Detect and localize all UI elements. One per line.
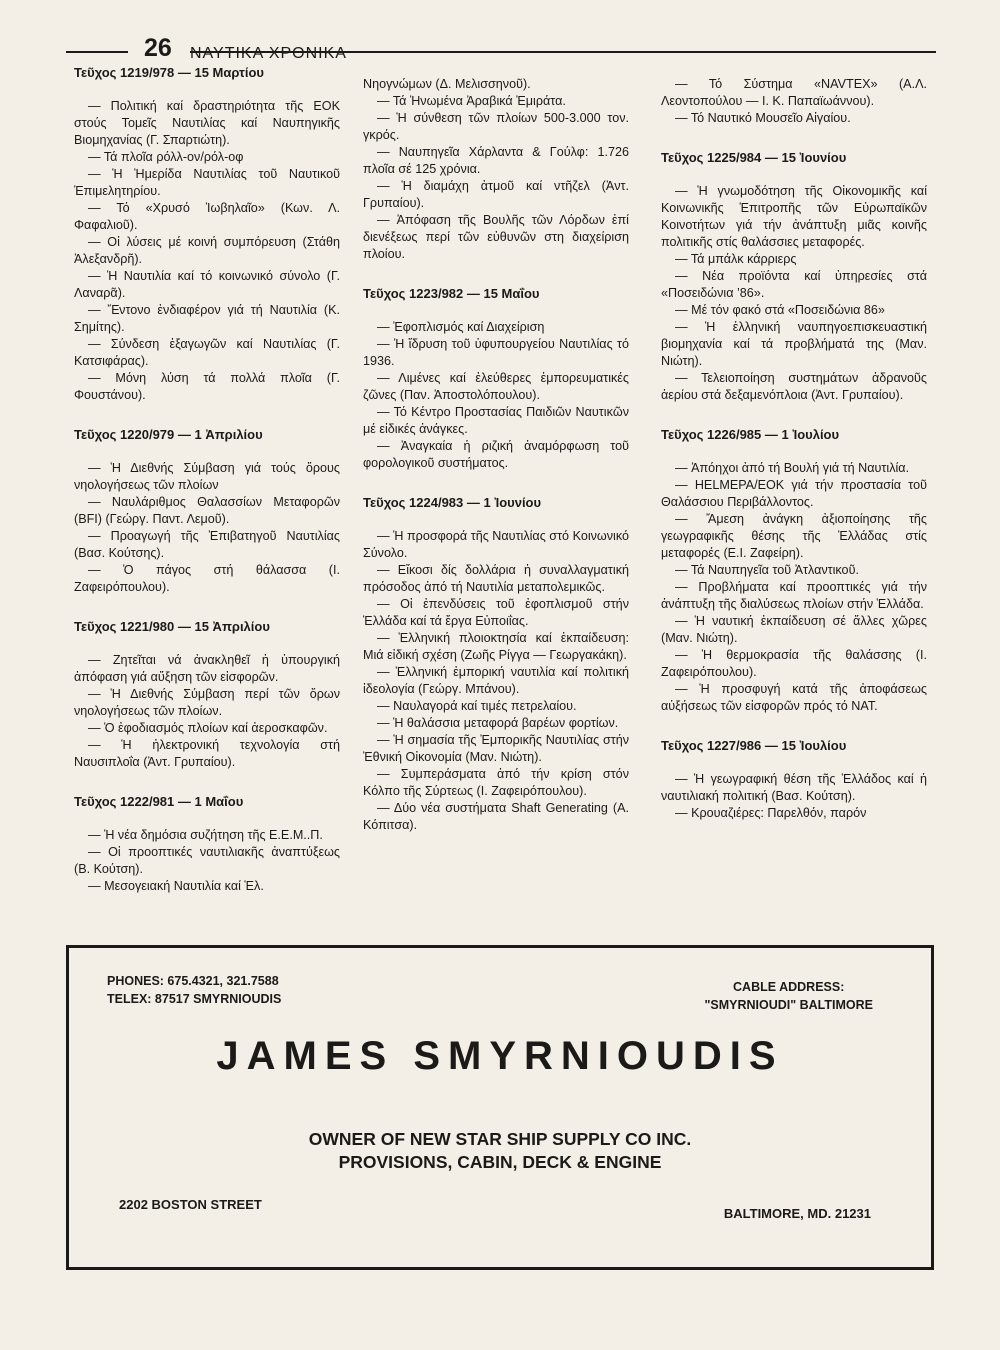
article-item: — Ἡ διαμάχη ἀτμοῦ καί ντῆζελ (Ἀντ. Γρυπαίου).: [363, 179, 629, 210]
article-item: — Ἡ θαλάσσια μεταφορά βαρέων φορτίων.: [377, 716, 619, 730]
ad-city: BALTIMORE, MD. 21231: [723, 1206, 871, 1221]
issue-section: [74, 618, 340, 771]
article-item: — Ἡ γνωμοδότηση τῆς Οἰκονομικῆς καί Κοινωνικῆς Ἐπιτροπῆς τῶν Εὐρωπαϊκῶν Κοινοτήτων γιά τήν ἀνάπτυξη μιᾶς κοινῆς πολιτικῆς στίς θαλάσσιες μεταφορές.: [661, 184, 927, 249]
article-item: — Λιμένες καί ἐλεύθερες ἐμπορευματικές ζῶνες (Παν. Ἀποστολόπουλου).: [363, 371, 629, 402]
article-item: — Ἡ ἑλληνική ναυπηγοεπισκευαστική βιομηχανία καί τά προβλήματά της (Μαν. Νιώτη).: [661, 320, 927, 368]
article-item: — Οἱ προοπτικές ναυτιλιακῆς ἀναπτύξεως (Β. Κούτση).: [74, 845, 340, 876]
article-item: — Ναυλάριθμος Θαλασσίων Μεταφορῶν (BFI) (Γεώργ. Παντ. Λεμοῦ).: [74, 495, 340, 526]
page-header: [66, 34, 936, 64]
article-item: — Μέ τόν φακό στά «Ποσειδώνια 86»: [675, 303, 885, 317]
article-item: — Πολιτική καί δραστηριότητα τῆς ΕΟΚ στούς Τομεῖς Ναυτιλίας καί Ναυπηγικῆς Βιομηχανίας (Γ. Σπαρτιώτη).: [74, 99, 340, 147]
article-item: — Δύο νέα συστήματα Shaft Generating (Α. Κόπιτσα).: [363, 801, 629, 832]
issue-title: Τεῦχος 1222/981 — 1 Μαΐου: [74, 794, 244, 809]
article-item: — Ἡ γεωγραφική θέση τῆς Ἑλλάδος καί ἡ ναυτιλιακή πολιτική (Βασ. Κούτση).: [661, 772, 927, 803]
article-item: — Τά Ναυπηγεῖα τοῦ Ἀτλαντικοῦ.: [675, 563, 859, 577]
issue-section: [363, 285, 629, 472]
issue-section: [74, 64, 340, 404]
article-item: — Ἔντονο ἐνδιαφέρον γιά τή Ναυτιλία (Κ. Σημίτης).: [74, 303, 340, 334]
article-item: — Τό «Χρυσό Ἰωβηλαῖο» (Κων. Λ. Φαφαλιοῦ).: [74, 201, 340, 232]
issue-section: [74, 426, 340, 596]
issue-title: Τεῦχος 1223/982 — 15 Μαΐου: [363, 286, 540, 301]
header-dash: [66, 51, 128, 53]
article-item: — Τά πλοῖα ρόλλ-ον/ρόλ-οφ: [88, 150, 244, 164]
article-item: — Ἀπόηχοι ἀπό τή Βουλή γιά τή Ναυτιλία.: [675, 461, 910, 475]
article-item: — Ναυλαγορά καί τιμές πετρελαίου.: [377, 699, 577, 713]
article-item: — Ἡ Ναυτιλία καί τό κοινωνικό σύνολο (Γ. Λαναρᾶ).: [74, 269, 340, 300]
article-item: — Ὁ ἐφοδιασμός πλοίων καί ἀεροσκαφῶν.: [88, 721, 328, 735]
ad-cable-value: "SMYRNIOUDI" BALTIMORE: [704, 998, 873, 1012]
issue-section: [661, 76, 927, 127]
article-item: — Ἡ ναυτική ἐκπαίδευση σέ ἄλλες χῶρες (Μαν. Νιώτη).: [661, 614, 927, 645]
article-item: — Ἡ προσφορά τῆς Ναυτιλίας στό Κοινωνικό Σύνολο.: [363, 529, 629, 560]
issue-title: Τεῦχος 1219/978 — 15 Μαρτίου: [74, 65, 264, 80]
article-item: — Τό Κέντρο Προστασίας Παιδιῶν Ναυτικῶν μέ εἰδικές ἀνάγκες.: [363, 405, 629, 436]
ad-phones: PHONES: 675.4321, 321.7588: [107, 974, 279, 988]
article-item: — Ἑλληνική ἐμπορική ναυτιλία καί πολιτική ἰδεολογία (Γεώργ. Μπάνου).: [363, 665, 629, 696]
article-item: — Ὁ πάγος στή θάλασσα (Ι. Ζαφειρόπουλου).: [74, 563, 340, 594]
article-item: — Νέα προϊόντα καί ὑπηρεσίες στά «Ποσειδώνια ’86».: [661, 269, 927, 300]
article-item: — Οἱ λύσεις μέ κοινή συμπόρευση (Στάθη Ἀλεξανδρῆ).: [74, 235, 340, 266]
issue-section: [661, 149, 927, 404]
article-item: — Ἡ προσφυγή κατά τῆς ἀποφάσεως αὐξήσεως τῶν εἰσφορῶν πρός τό ΝΑΤ.: [661, 682, 927, 713]
article-item: — Προβλήματα καί προοπτικές γιά τήν ἀνάπτυξη τῆς διαλύσεως πλοίων στήν Ἑλλάδα.: [661, 580, 927, 611]
issue-title: Τεῦχος 1224/983 — 1 Ἰουνίου: [363, 495, 542, 510]
article-item: — Ἡ Διεθνής Σύμβαση περί τῶν ὅρων νηολογήσεως τῶν πλοίων.: [74, 687, 340, 718]
continued-line: Νηογνώμων (Δ. Μελισσηνοῦ).: [363, 77, 531, 91]
ad-owner-line-1: OWNER OF NEW STAR SHIP SUPPLY CO INC.: [308, 1129, 692, 1149]
ad-cable-label: CABLE ADDRESS:: [733, 980, 845, 994]
article-item: — Ἀπόφαση τῆς Βουλῆς τῶν Λόρδων ἐπί διενέξεως περί τῶν εὐθυνῶν στη διαχείριση πλοίου.: [363, 213, 629, 261]
article-item: — Τό Σύστημα «NAVTEX» (Α.Λ. Λεοντοπούλου — Ι. Κ. Παπαϊωάννου).: [661, 77, 927, 108]
article-item: — Ἀναγκαία ἡ ριζική ἀναμόρφωση τοῦ φορολογικοῦ συστήματος.: [363, 439, 629, 470]
ad-cable: [704, 978, 873, 1014]
article-item: — Μόνη λύση τά πολλά πλοῖα (Γ. Φουστάνου).: [74, 371, 340, 402]
magazine-title: ΝΑΥΤΙΚΑ ΧΡΟΝΙΚΑ: [190, 45, 347, 62]
article-item: — Ἐφοπλισμός καί Διαχείριση: [377, 320, 545, 334]
article-item: — Ἡ Ἡμερίδα Ναυτιλίας τοῦ Ναυτικοῦ Ἐπιμελητηρίου.: [74, 167, 340, 198]
article-item: — Τά μπάλκ κάρριερς: [675, 252, 797, 266]
column-3: [661, 76, 927, 844]
article-item: — Ἡ θερμοκρασία τῆς θαλάσσης (Ι. Ζαφειρόπουλου).: [661, 648, 927, 679]
issue-title: Τεῦχος 1227/986 — 15 Ἰουλίου: [661, 738, 847, 753]
page-number: 26: [144, 34, 172, 62]
column-1: [74, 64, 340, 917]
article-item: — Τά Ἡνωμένα Ἀραβικά Ἐμιράτα.: [377, 94, 566, 108]
issue-title: Τεῦχος 1225/984 — 15 Ἰουνίου: [661, 150, 847, 165]
article-item: — Ἡ Διεθνής Σύμβαση γιά τούς ὅρους νηολογήσεως τῶν πλοίων: [74, 461, 340, 492]
article-item: — Συμπεράσματα ἀπό τήν κρίση στόν Κόλπο τῆς Σύρτεως (Ι. Ζαφειρόπουλου).: [363, 767, 629, 798]
article-item: — Ἄμεση ἀνάγκη ἀξιοποίησης τῆς γεωγραφικῆς θέσης τῆς Ἑλλάδας στίς μεταφορές (Ε.Ι. Ζαφείρη).: [661, 512, 927, 560]
issue-section: [661, 737, 927, 822]
article-item: — Τό Ναυτικό Μουσεῖο Αἰγαίου.: [675, 111, 851, 125]
ad-telex: TELEX: 87517 SMYRNIOUDIS: [107, 992, 282, 1006]
ad-contact: [107, 972, 281, 1008]
article-item: — Ζητεῖται νά ἀνακληθεῖ ἡ ὑπουργική ἀπόφαση γιά αὔξηση τῶν εἰσφορῶν.: [74, 653, 340, 684]
issue-title: Τεῦχος 1220/979 — 1 Ἀπριλίου: [74, 427, 263, 442]
article-item: — Ἡ ἠλεκτρονική τεχνολογία στή Ναυσιπλοΐα (Ἀντ. Γρυπαίου).: [74, 738, 340, 769]
ad-street: 2202 BOSTON STREET: [119, 1197, 262, 1212]
article-item: — Ἡ νέα δημόσια συζήτηση τῆς Ε.Ε.Μ..Π.: [88, 828, 323, 842]
article-item: — HELMEPA/ΕΟΚ γιά τήν προστασία τοῦ Θαλάσσιου Περιβάλλοντος.: [661, 478, 927, 509]
issue-title: Τεῦχος 1221/980 — 15 Ἀπριλίου: [74, 619, 270, 634]
article-item: — Ἑλληνική πλοιοκτησία καί ἐκπαίδευση: Μιά εἰδική σχέση (Ζωῆς Ρίγγα — Γεωργακάκη).: [363, 631, 629, 662]
issue-section: [363, 494, 629, 834]
article-item: — Ἡ σημασία τῆς Ἐμπορικῆς Ναυτιλίας στήν Ἐθνική Οἰκονομία (Μαν. Νιώτη).: [363, 733, 629, 764]
issue-section: [74, 793, 340, 895]
ad-owner-line-2: PROVISIONS, CABIN, DECK & ENGINE: [338, 1152, 662, 1172]
article-item: — Οἱ ἐπενδύσεις τοῦ ἐφοπλισμοῦ στήν Ἑλλάδα καί τά ἔργα Εὐποιΐας.: [363, 597, 629, 628]
advertisement: [66, 945, 934, 1270]
article-item: — Ναυπηγεῖα Χάρλαντα & Γούλφ: 1.726 πλοῖα σέ 125 χρόνια.: [363, 145, 629, 176]
article-item: — Σύνδεση ἐξαγωγῶν καί Ναυτιλίας (Γ. Κατσιφάρας).: [74, 337, 340, 368]
article-item: — Μεσογειακή Ναυτιλία καί Ἑλ.: [88, 879, 264, 893]
ad-owner: [69, 1128, 931, 1174]
article-item: — Κρουαζιέρες: Παρελθόν, παρόν: [675, 806, 867, 820]
column-2: [363, 76, 629, 856]
article-item: — Εἴκοσι δίς δολλάρια ἡ συναλλαγματική πρόσοδος ἀπό τή Ναυτιλία μεταπολεμικῶς.: [363, 563, 629, 594]
ad-company-name: JAMES SMYRNIOUDIS: [216, 1034, 784, 1078]
issue-section: [661, 426, 927, 715]
article-item: — Τελειοποίηση συστημάτων ἀδρανοῦς ἀερίου στά δεξαμενόπλοια (Ἀντ. Γρυπαίου).: [661, 371, 927, 402]
article-item: — Ἡ ἵδρυση τοῦ ὑφυπουργείου Ναυτιλίας τό 1936.: [363, 337, 629, 368]
issue-section: [363, 93, 629, 263]
article-item: — Ἡ σύνθεση τῶν πλοίων 500-3.000 τον. γκρός.: [363, 111, 629, 142]
issue-title: Τεῦχος 1226/985 — 1 Ἰουλίου: [661, 427, 840, 442]
article-item: — Προαγωγή τῆς Ἐπιβατηγοῦ Ναυτιλίας (Βασ. Κούτσης).: [74, 529, 340, 560]
